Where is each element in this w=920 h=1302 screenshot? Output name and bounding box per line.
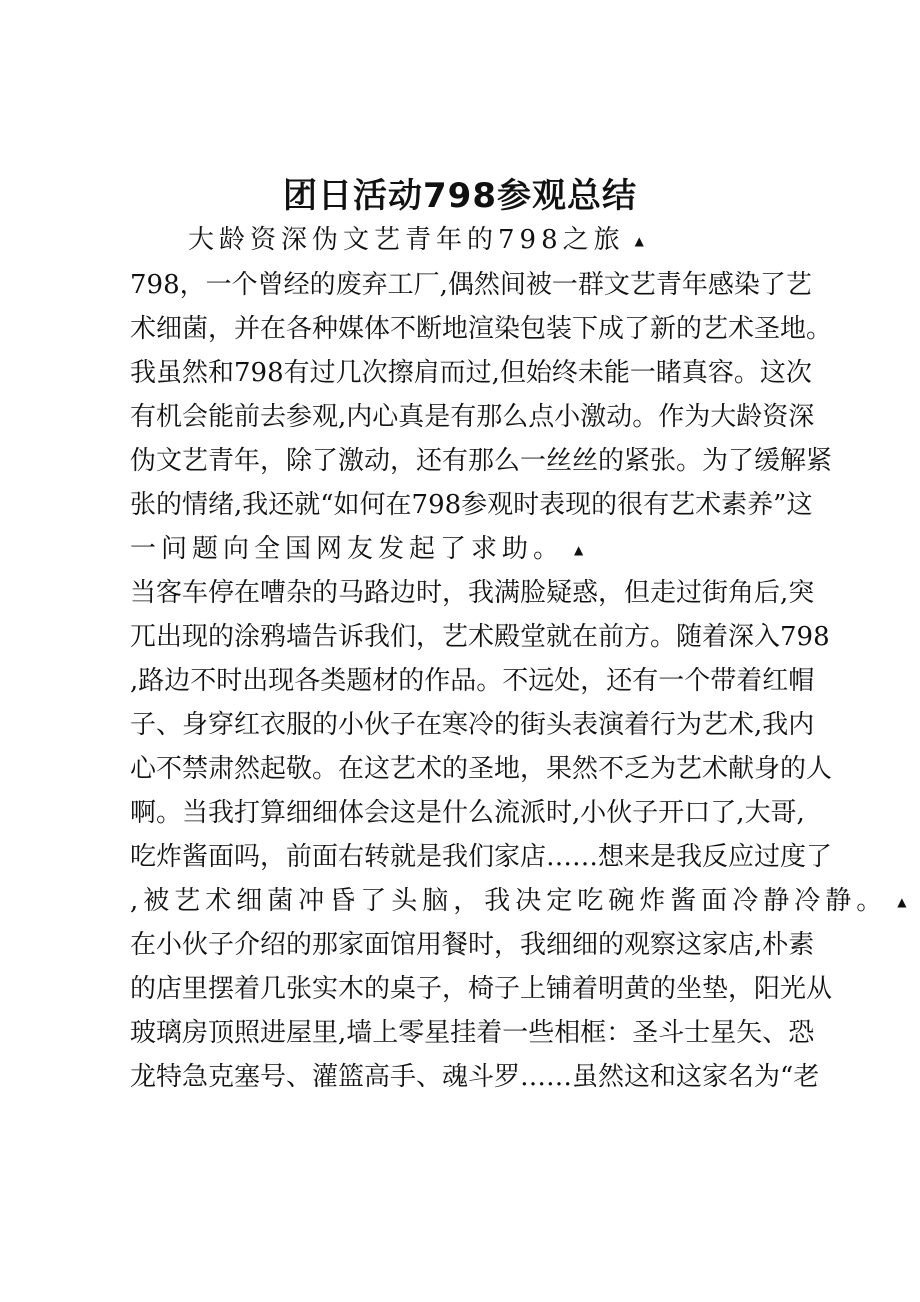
- body-text-line: [130, 1060, 820, 1094]
- body-text-line: [130, 488, 813, 522]
- paragraph-mark-icon: ▲: [574, 543, 589, 557]
- subtitle-line: [188, 223, 854, 258]
- line-text: 术细菌，并在各种媒体不断地渲染包装下成了新的艺术圣地。: [130, 314, 833, 344]
- paragraph-mark-icon: ▲: [897, 895, 912, 909]
- paragraph-mark-icon: ▲: [634, 234, 649, 248]
- body-text-line: [130, 664, 815, 698]
- line-text: 吃炸酱面吗，前面右转就是我们家店……想来是我反应过度了: [130, 842, 833, 872]
- body-text-line: [130, 884, 912, 919]
- body-text-line: [130, 444, 833, 478]
- line-text: 张的情绪,我还就“如何在798参观时表现的很有艺术素养”这: [130, 490, 813, 520]
- line-text: ,被艺术细菌冲昏了头脑，我决定吃碗炸酱面冷静冷静。: [130, 886, 888, 916]
- body-text-line: [130, 840, 833, 874]
- line-text: 伪文艺青年，除了激动，还有那么一丝丝的紧张。为了缓解紧: [130, 446, 833, 476]
- body-text-line: [130, 1016, 815, 1050]
- line-text: 玻璃房顶照进屋里,墙上零星挂着一些相框：圣斗士星矢、恐: [130, 1018, 815, 1048]
- body-text-line: [130, 620, 830, 654]
- line-text: 一问题向全国网友发起了求助。: [130, 534, 565, 564]
- body-text-line: [130, 312, 833, 346]
- subtitle: 大龄资深伪文艺青年的798之旅: [188, 225, 625, 255]
- document-title: 团日活动798参观总结: [283, 176, 637, 216]
- body-text-line: [130, 796, 805, 830]
- line-text: 我虽然和798有过几次擦肩而过,但始终未能一睹真容。这次: [130, 358, 812, 388]
- body-text-line: [130, 532, 796, 567]
- line-text: 798，一个曾经的废弃工厂,偶然间被一群文艺青年感染了艺: [130, 270, 812, 300]
- body-text-line: [130, 576, 815, 610]
- line-text: 龙特急克塞号、灌篮高手、魂斗罗……虽然这和这家名为“老: [130, 1062, 820, 1092]
- body-text-line: [130, 400, 815, 434]
- body-text-line: [130, 972, 833, 1006]
- line-text: 心不禁肃然起敬。在这艺术的圣地，果然不乏为艺术献身的人: [130, 754, 833, 784]
- line-text: 有机会能前去参观,内心真是有那么点小激动。作为大龄资深: [130, 402, 815, 432]
- line-text: 当客车停在嘈杂的马路边时，我满脸疑惑，但走过街角后,突: [130, 578, 815, 608]
- line-text: 子、身穿红衣服的小伙子在寒冷的街头表演着行为艺术,我内: [130, 710, 815, 740]
- line-text: 的店里摆着几张实木的桌子，椅子上铺着明黄的坐垫，阳光从: [130, 974, 833, 1004]
- line-text: 在小伙子介绍的那家面馆用餐时，我细细的观察这家店,朴素: [130, 930, 815, 960]
- line-text: 啊。当我打算细细体会这是什么流派时,小伙子开口了,大哥,: [130, 798, 805, 828]
- body-text-line: [130, 268, 812, 302]
- body-text-line: [130, 752, 833, 786]
- body-text-line: [130, 928, 815, 962]
- body-text-line: [130, 708, 815, 742]
- line-text: ,路边不时出现各类题材的作品。不远处，还有一个带着红帽: [130, 666, 815, 696]
- body-text-line: [130, 356, 812, 390]
- line-text: 兀出现的涂鸦墙告诉我们，艺术殿堂就在前方。随着深入798: [130, 622, 830, 652]
